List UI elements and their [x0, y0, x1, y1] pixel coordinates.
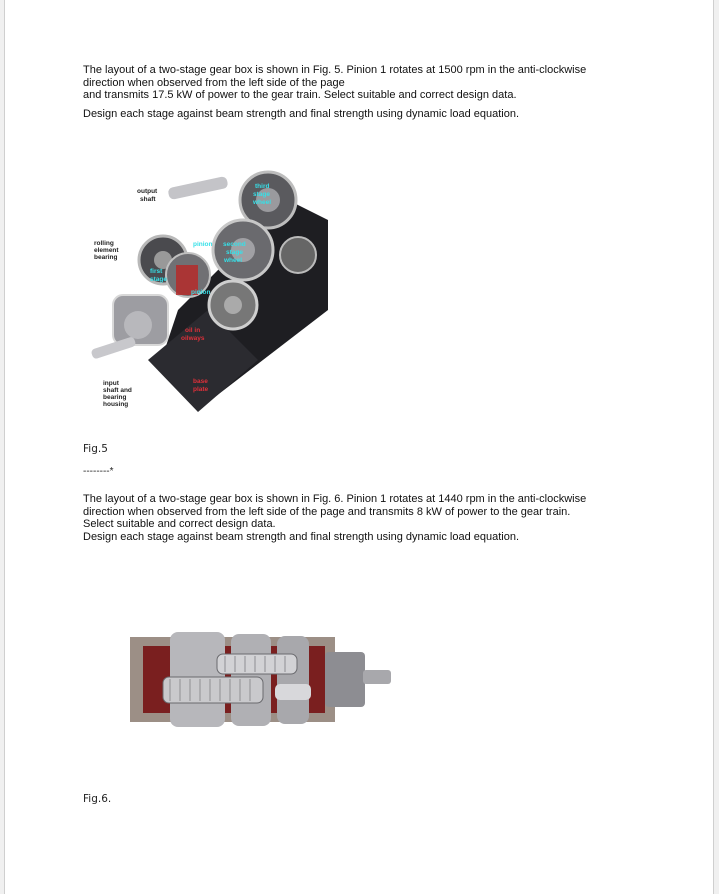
label-input-1: input [103, 380, 119, 387]
fig5-gearbox-svg [88, 160, 338, 430]
label-pinion-top: pinion [193, 241, 213, 248]
label-rolling-2: element [94, 247, 119, 254]
mid-gear-hub [224, 296, 242, 314]
label-base-2: plate [193, 386, 209, 393]
problem1-line2: direction when observed from the left side of the page [83, 76, 345, 89]
label-rolling-3: bearing [94, 254, 118, 261]
fig6-gearbox-svg [125, 622, 395, 734]
document-page [4, 0, 714, 894]
label-third-3: wheel [253, 199, 272, 206]
pinion-gear [275, 684, 311, 700]
problem1-line3: and transmits 17.5 kW of power to the gear train. Select suitable and correct design data. [83, 89, 517, 101]
problem1-text [83, 64, 643, 120]
problem1-line1: The layout of a two-stage gear box is shown in Fig. 5. Pinion 1 rotates at 1500 rpm in the anti-clockwise [83, 64, 587, 76]
problem2-text [83, 493, 643, 543]
label-second-3: wheel [224, 257, 243, 264]
label-second-2: stage [226, 249, 243, 256]
label-oil-1: oil in [185, 327, 201, 334]
large-gear-1 [163, 677, 263, 703]
separator: --------* [83, 466, 114, 477]
label-input-2: shaft and [103, 387, 132, 394]
fig6-image [125, 622, 395, 734]
fig5-caption: Fig.5 [83, 443, 108, 455]
problem2-line3: Select suitable and correct design data. [83, 518, 276, 530]
label-input-4: housing [103, 401, 129, 408]
problem2-line2: direction when observed from the left side of the page and transmits 8 kW of power to the gear train. [83, 505, 571, 518]
bearing-cap [325, 652, 365, 707]
fig6-caption: Fig.6. [83, 793, 112, 805]
problem2-line1: The layout of a two-stage gear box is shown in Fig. 6. Pinion 1 rotates at 1440 rpm in the anti-clockwise [83, 493, 587, 505]
label-pinion-mid: pinion [191, 289, 211, 296]
label-first-2: stage [150, 276, 167, 283]
shaft3-assembly [277, 636, 309, 724]
label-third-1: third [255, 183, 270, 190]
label-first-1: first [150, 268, 163, 275]
input-flange [124, 311, 152, 339]
label-third-2: stage [253, 191, 270, 198]
label-rolling-1: rolling [94, 240, 114, 247]
label-output-2: shaft [140, 196, 156, 203]
label-output-1: output [137, 188, 158, 195]
output-shaft-shape [167, 176, 228, 200]
input-shaft-fig6 [363, 670, 391, 684]
label-second-1: second [223, 241, 246, 248]
problem1-line4: Design each stage against beam strength and final strength using dynamic load equation. [83, 107, 520, 120]
problem2-line4: Design each stage against beam strength and final strength using dynamic load equation. [83, 530, 520, 543]
label-input-3: bearing [103, 394, 127, 401]
right-bearing-shape [280, 237, 316, 273]
fig5-image [88, 160, 338, 430]
label-oil-2: oilways [181, 335, 205, 342]
label-base-1: base [193, 378, 208, 385]
